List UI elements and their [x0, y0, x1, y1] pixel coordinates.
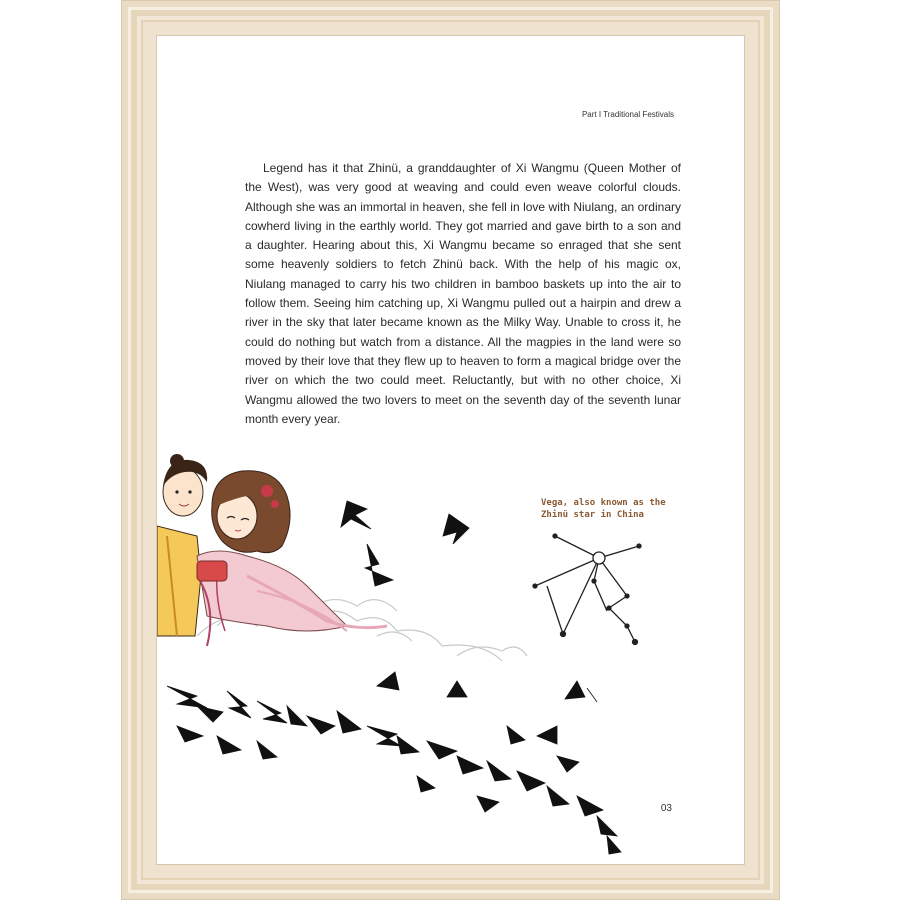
- vega-constellation: [533, 534, 641, 645]
- zhinu-figure: [197, 471, 387, 646]
- niulang-figure: [157, 454, 207, 636]
- book-page: [156, 35, 745, 865]
- page-number: 03: [660, 803, 672, 814]
- running-head: Part I Traditional Festivals: [581, 110, 674, 119]
- vega-caption: Vega, also known as the Zhinü star in China: [541, 498, 666, 520]
- body-paragraph: Legend has it that Zhinü, a granddaughter of Xi Wangmu (Queen Mother of the West), was very good at weaving and could even weave colorful clouds. Although she was an immortal in heaven, she fell in love with Niulang, an ordinary cowherd living in the earthly world. They got married and gave birth to a son and a daughter. Hearing about this, Xi Wangmu became so enraged that she sent some heavenly soldiers to fetch Zhinü back. With the help of his magic ox, Niulang managed to carry his two children in bamboo baskets up into the air to follow them. Seeing him catching up, Xi Wangmu pulled out a hairpin and drew a river in the sky that later became known as the Milky Way. Unable to cross it, he could do nothing but watch from a distance. All the magpies in the land were so moved by their love that they flew up to heaven to form a magical bridge over the river on which the two could meet. Reluctantly, but with no other choice, Xi Wangmu allowed the two lovers to meet on the seventh day of the seventh lunar month every year.: [245, 161, 681, 426]
- illustration: [157, 36, 745, 865]
